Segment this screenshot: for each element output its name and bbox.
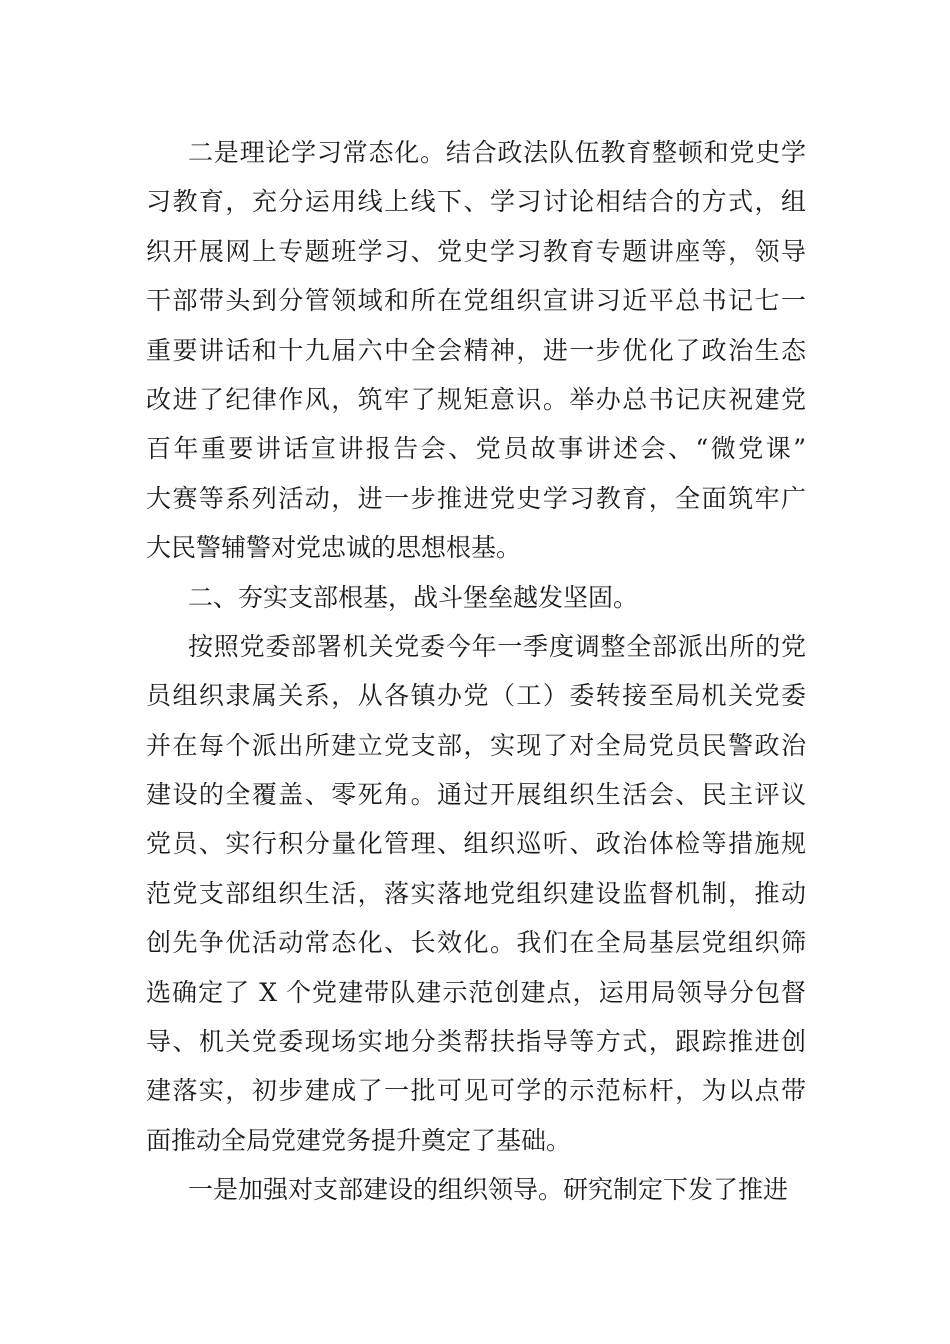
text-line: 百年重要讲话宣讲报告会、党员故事讲述会、“微党课” <box>146 434 806 464</box>
text-line: 导、机关党委现场实地分类帮扶指导等方式，跟踪推进创 <box>146 1027 806 1057</box>
para-branch-leadership <box>146 1165 806 1214</box>
text-line: 二是理论学习常态化。结合政法队伍教育整顿和党史学 <box>188 138 806 167</box>
text-line: 大民警辅警对党忠诚的思想根基。 <box>146 533 522 563</box>
text-line: 面推动全局党建党务提升奠定了基础。 <box>146 1125 572 1155</box>
para-theory-study <box>146 128 806 573</box>
text-line: 建落实，初步建成了一批可见可学的示范标杆，为以点带 <box>146 1076 806 1106</box>
text-line: 干部带头到分管领域和所在党组织宣讲习近平总书记七一 <box>146 286 806 316</box>
section-heading-branch <box>146 573 806 622</box>
text-line: 习教育，充分运用线上线下、学习讨论相结合的方式，组 <box>146 187 806 217</box>
text-line: 一是加强对支部建设的组织领导。研究制定下发了推进 <box>188 1175 789 1205</box>
text-line: 织开展网上专题班学习、党史学习教育专题讲座等，领导 <box>146 236 806 266</box>
text-line: 党员、实行积分量化管理、组织巡听、政治体检等措施规 <box>146 829 806 859</box>
text-line: 选确定了 X 个党建带队建示范创建点，运用局领导分包督 <box>146 977 806 1007</box>
text-line: 二、夯实支部根基，战斗堡垒越发坚固。 <box>188 582 639 612</box>
text-line: 范党支部组织生活，落实落地党组织建设监督机制，推动 <box>146 878 806 908</box>
text-line: 按照党委部署机关党委今年一季度调整全部派出所的党 <box>188 631 806 661</box>
text-line: 创先争优活动常态化、长效化。我们在全局基层党组织筛 <box>146 928 806 958</box>
document-body <box>146 128 806 1215</box>
text-line: 大赛等系列活动，进一步推进党史学习教育，全面筑牢广 <box>146 483 806 513</box>
text-line: 改进了纪律作风，筑牢了规矩意识。举办总书记庆祝建党 <box>146 384 806 414</box>
text-line: 重要讲话和十九届六中全会精神，进一步优化了政治生态 <box>146 335 806 365</box>
text-line: 建设的全覆盖、零死角。通过开展组织生活会、民主评议 <box>146 780 806 810</box>
para-branch-building <box>146 622 806 1165</box>
text-line: 员组织隶属关系，从各镇办党（工）委转接至局机关党委 <box>146 681 806 711</box>
text-line: 并在每个派出所建立党支部，实现了对全局党员民警政治 <box>146 730 806 760</box>
